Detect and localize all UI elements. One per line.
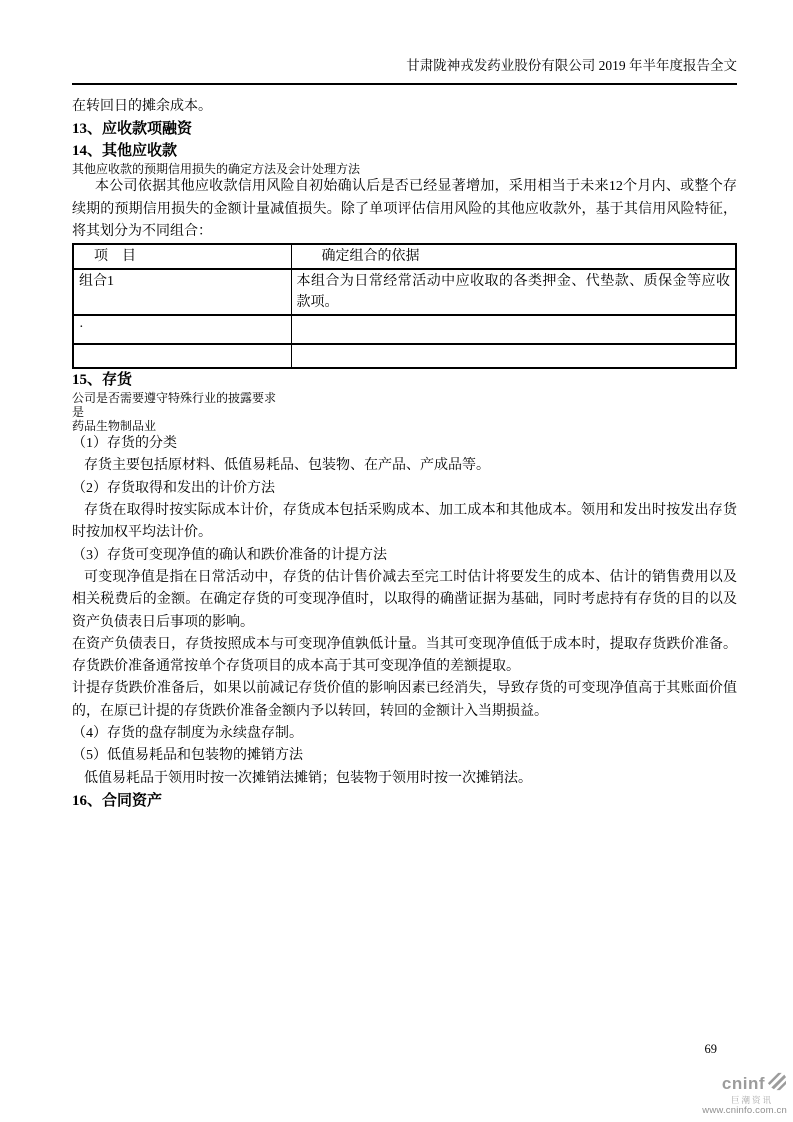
- intro-paragraph: 在转回日的摊余成本。: [72, 99, 212, 114]
- cninfo-url: www.cninfo.com.cn: [702, 1104, 787, 1116]
- section-heading-16: 16、合同资产: [72, 792, 163, 809]
- document-body: [72, 96, 737, 812]
- cninfo-logo-row: [695, 1072, 787, 1095]
- cell-empty: [291, 344, 736, 368]
- industry-label: 药品生物制品业: [72, 419, 157, 434]
- section-heading-14: 14、其他应收款: [72, 143, 178, 160]
- inventory-item-2: 存货主要包括原材料、低值易耗品、包装物、在产品、产成品等。: [84, 458, 490, 474]
- inventory-item-3: （2）存货取得和发出的计价方法: [72, 480, 275, 496]
- page-header: [72, 57, 737, 85]
- table-row: [73, 315, 736, 344]
- cninfo-brand-text: cninf: [721, 1074, 765, 1093]
- cell-dot: ·: [73, 315, 291, 344]
- cninfo-logo: [695, 1072, 787, 1115]
- inventory-item-1: （1）存货的分类: [72, 436, 177, 452]
- inventory-item-6: 可变现净值是指在日常活动中，存货的估计售价减去至完工时估计将要发生的成本、估计的销售费用以及相关税费后的金额。在确定存货的可变现净值时，以取得的确凿证据为基础，同时考虑持有存货的目的以及资产负债表日后事项的影响。: [72, 569, 737, 630]
- section-heading-13: 13、应收款项融资: [72, 121, 193, 138]
- section-heading-15: 15、存货: [72, 372, 133, 389]
- cell-group-basis: 本组合为日常经常活动中应收取的各类押金、代垫款、质保金等应收款项。: [291, 269, 736, 315]
- inventory-item-7: 在资产负债表日，存货按照成本与可变现净值孰低计量。当其可变现净值低于成本时，提取存货跌价准备。存货跌价准备通常按单个存货项目的成本高于其可变现净值的差额提取。: [72, 636, 737, 675]
- inventory-item-5: （3）存货可变现净值的确认和跌价准备的计提方法: [72, 547, 387, 563]
- section-14-subtitle: 其他应收款的预期信用损失的确定方法及会计处理方法: [72, 162, 361, 177]
- section-14-paragraph: 本公司依据其他应收款信用风险自初始确认后是否已经显著增加，采用相当于未来12个月内、或整个存续期的预期信用损失的金额计量减值损失。除了单项评估信用风险的其他应收款外，基于其信用风险特征，将其划分为不同组合：: [72, 179, 737, 239]
- column-header-item: 项 目: [73, 244, 291, 269]
- cell-empty: [291, 315, 736, 344]
- disclosure-answer: 是: [72, 405, 85, 420]
- inventory-item-8: 计提存货跌价准备后，如果以前减记存货价值的影响因素已经消失，导致存货的可变现净值高于其账面价值的，在原已计提的存货跌价准备金额内予以转回，转回的金额计入当期损益。: [72, 681, 737, 719]
- credit-risk-composition-table: [72, 243, 737, 369]
- inventory-item-9: （4）存货的盘存制度为永续盘存制。: [72, 726, 303, 742]
- report-title: 甘肃陇神戎发药业股份有限公司 2019 年半年度报告全文: [406, 58, 737, 73]
- inventory-item-10: （5）低值易耗品和包装物的摊销方法: [72, 748, 303, 764]
- cell-empty: [73, 344, 291, 368]
- inventory-item-4: 存货在取得时按实际成本计价，存货成本包括采购成本、加工成本和其他成本。领用和发出时按发出存货时按加权平均法计价。: [72, 503, 737, 541]
- cninfo-caption: 巨潮资讯: [730, 1095, 773, 1105]
- table-header-row: [73, 244, 736, 269]
- table-row: [73, 269, 736, 315]
- disclosure-question: 公司是否需要遵守特殊行业的披露要求: [72, 391, 277, 406]
- column-header-basis: 确定组合的依据: [291, 244, 736, 269]
- page-number: 69: [704, 1042, 717, 1056]
- table-row: [73, 344, 736, 368]
- inventory-item-11: 低值易耗品于领用时按一次摊销法摊销；包装物于领用时按一次摊销法。: [84, 770, 532, 786]
- cell-group-name: 组合1: [73, 269, 291, 315]
- cninfo-swirl-icon: [766, 1072, 787, 1095]
